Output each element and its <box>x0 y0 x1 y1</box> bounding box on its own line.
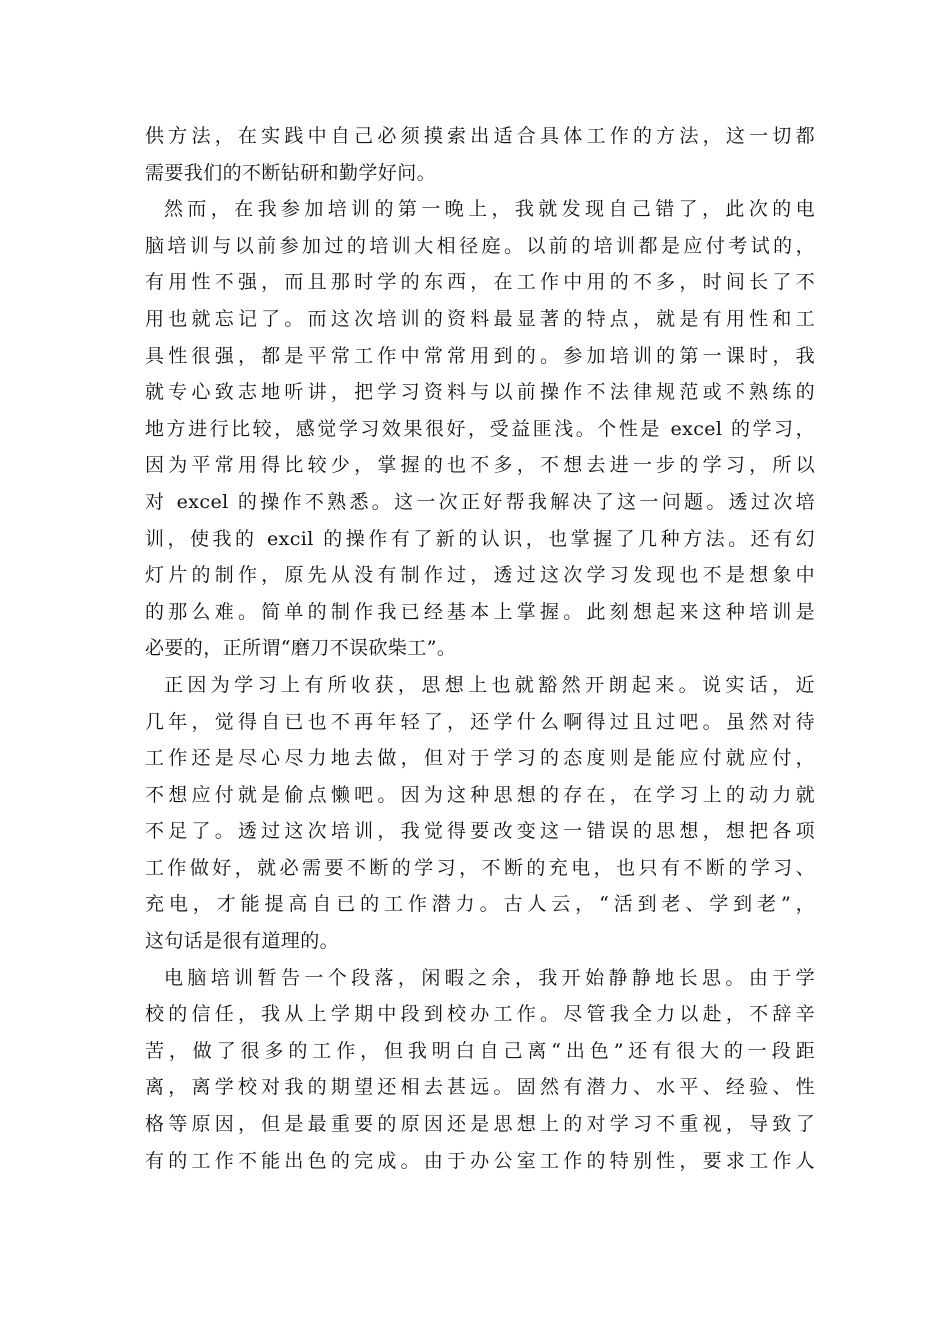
text-line: 用也就忘记了。而这次培训的资料最显著的特点，就是有用性和工 <box>145 307 815 330</box>
text-line: 工作还是尽心尽力地去做，但对于学习的态度则是能应付就应付， <box>145 747 815 770</box>
text-line: 脑培训与以前参加过的培训大相径庭。以前的培训都是应付考试的， <box>145 234 815 257</box>
text-line: 离，离学校对我的期望还相去甚远。固然有潜力、水平、经验、性 <box>145 1076 815 1099</box>
text-line: 这句话是很有道理的。 <box>145 930 340 953</box>
text-line: 训，使我的 excil 的操作有了新的认识，也掌握了几种方法。还有幻 <box>145 527 815 550</box>
text-line: 有的工作不能出色的完成。由于办公室工作的特别性，要求工作人 <box>145 1149 815 1172</box>
text-line: 苦，做了很多的工作，但我明白自己离“出色”还有很大的一段距 <box>145 1039 815 1062</box>
text-line: 然而，在我参加培训的第一晚上，我就发现自己错了，此次的电 <box>164 198 815 221</box>
text-line: 因为平常用得比较少，掌握的也不多，不想去进一步的学习，所以 <box>145 454 815 477</box>
text-line: 地方进行比较，感觉学习效果很好，受益匪浅。个性是 excel 的学习， <box>145 417 815 440</box>
text-line: 不想应付就是偷点懒吧。因为这种思想的存在，在学习上的动力就 <box>145 783 815 806</box>
text-line: 对 excel 的操作不熟悉。这一次正好帮我解决了这一问题。透过次培 <box>145 490 815 513</box>
text-line: 有用性不强，而且那时学的东西，在工作中用的不多，时间长了不 <box>145 271 815 294</box>
text-line: 正因为学习上有所收获，思想上也就豁然开朗起来。说实话，近 <box>164 673 815 696</box>
text-line: 的那么难。简单的制作我已经基本上掌握。此刻想起来这种培训是 <box>145 600 815 623</box>
text-line: 就专心致志地听讲，把学习资料与以前操作不法律规范或不熟练的 <box>145 381 815 404</box>
text-line: 必要的，正所谓“磨刀不误砍柴工”。 <box>145 637 457 660</box>
text-line: 校的信任，我从上学期中段到校办工作。尽管我全力以赴，不辞辛 <box>145 1003 815 1026</box>
text-line: 充电，才能提高自已的工作潜力。古人云，“活到老、学到老”， <box>145 893 815 916</box>
text-line: 工作做好，就必需要不断的学习，不断的充电，也只有不断的学习、 <box>145 856 815 879</box>
text-line: 灯片的制作，原先从没有制作过，透过这次学习发现也不是想象中 <box>145 564 815 587</box>
body-text <box>145 118 815 1179</box>
text-line: 具性很强，都是平常工作中常常用到的。参加培训的第一课时，我 <box>145 344 815 367</box>
text-line: 不足了。透过这次培训，我觉得要改变这一错误的思想，想把各项 <box>145 820 815 843</box>
text-line: 格等原因，但是最重要的原因还是思想上的对学习不重视，导致了 <box>145 1113 815 1136</box>
text-line: 供方法，在实践中自己必须摸索出适合具体工作的方法，这一切都 <box>145 125 815 147</box>
text-line: 几年，觉得自已也不再年轻了，还学什么啊得过且过吧。虽然对待 <box>145 710 815 733</box>
text-line: 需要我们的不断钻研和勤学好问。 <box>145 161 437 184</box>
text-line: 电脑培训暂告一个段落，闲暇之余，我开始静静地长思。由于学 <box>164 966 815 989</box>
